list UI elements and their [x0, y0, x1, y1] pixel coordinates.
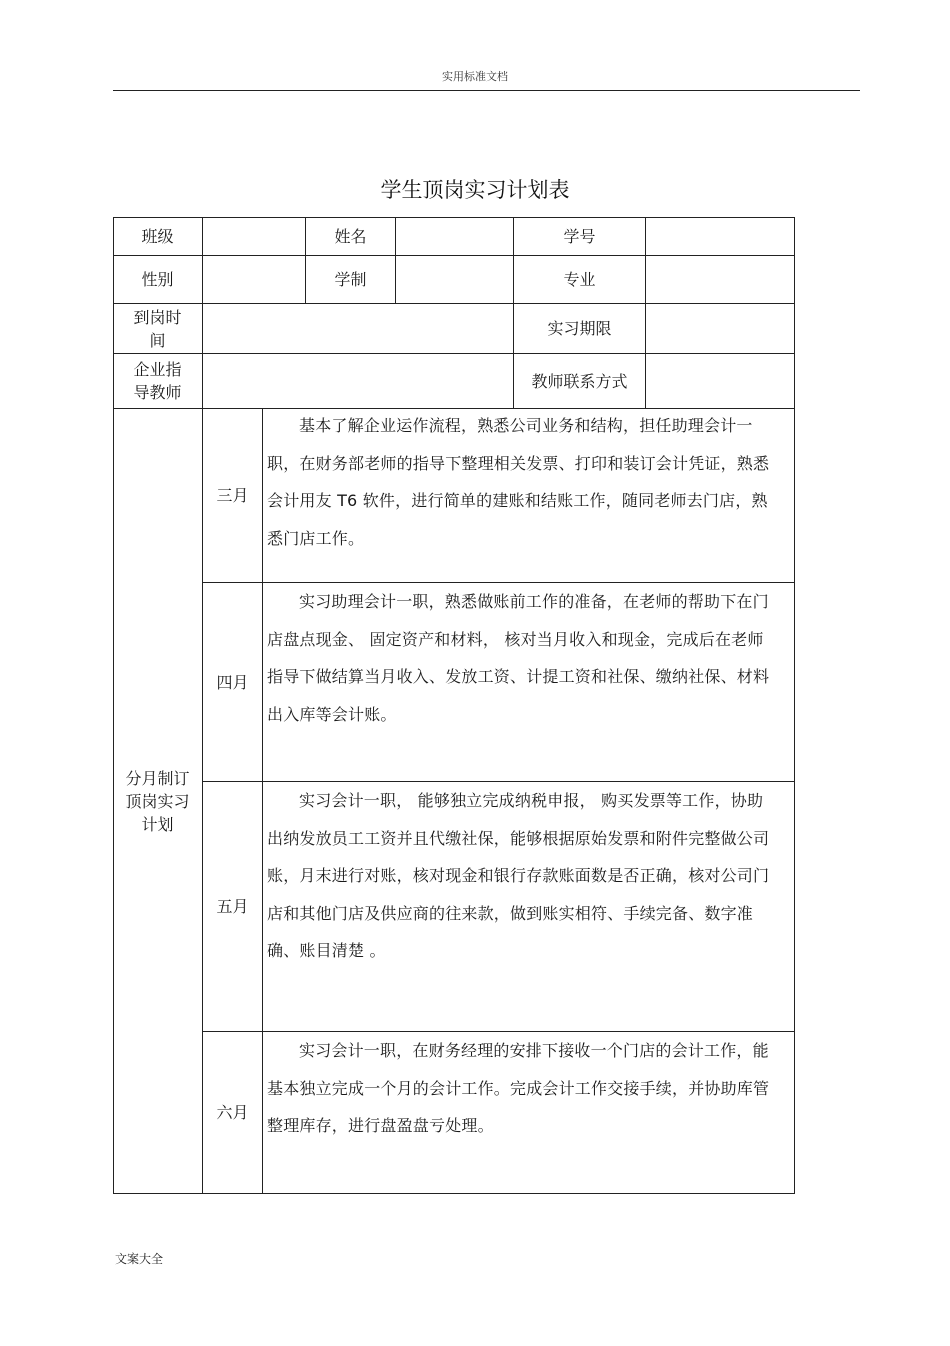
- table-border-right: [794, 217, 795, 1194]
- month-plan-june: 实习会计一职，在财务经理的安排下接收一个门店的会计工作，能基本独立完成一个月的会计工作。完成会计工作交接手续，并协助库管整理库存，进行盘盈盘亏处理。: [267, 1041, 770, 1135]
- internship-period-label: 实习期限: [547, 319, 612, 338]
- company-mentor-value-cell[interactable]: [203, 354, 513, 408]
- month-plan-march: 基本了解企业运作流程，熟悉公司业务和结构，担任助理会计一职，在财务部老师的指导下整理相关发票、打印和装订会计凭证，熟悉会计用友 T6 软件，进行简单的建账和结账工作，随同老师去门店，熟悉门店工作。: [267, 416, 770, 548]
- student-id-label: 学号: [563, 226, 596, 246]
- document-title: 学生顶岗实习计划表: [380, 178, 570, 202]
- gender-value-cell[interactable]: [203, 256, 305, 303]
- month-plan-may: 实习会计一职， 能够独立完成纳税申报， 购买发票等工作，协助出纳发放员工工资并且代缴社保，能够根据原始发票和附件完整做公司账，月末进行对账，核对现金和银行存款账面数是否正确，核对公司门店和其他门店及供应商的往来款，做到账实相符、手续完备、数字准确、账目清楚 。: [267, 791, 770, 960]
- header-divider: [113, 90, 860, 91]
- monthly-plan-label: 分月制订顶岗实习计划: [125, 768, 190, 834]
- schooling-value-cell[interactable]: [396, 256, 513, 303]
- major-label: 专业: [563, 270, 596, 289]
- schooling-label: 学制: [334, 270, 367, 289]
- company-mentor-label: 企业指导教师: [133, 360, 182, 402]
- arrival-time-label: 到岗时间: [133, 307, 182, 350]
- internship-period-value-cell[interactable]: [646, 304, 794, 353]
- table-border-bottom: [113, 1193, 795, 1194]
- class-label: 班级: [141, 226, 174, 246]
- name-value-cell[interactable]: [396, 217, 513, 255]
- month-label-may: 五月: [216, 897, 249, 916]
- column-divider: [262, 408, 263, 1194]
- teacher-contact-label: 教师联系方式: [531, 371, 628, 391]
- teacher-contact-value-cell[interactable]: [646, 354, 794, 408]
- class-value-cell[interactable]: [203, 217, 305, 255]
- month-label-june: 六月: [216, 1103, 249, 1122]
- student-id-value-cell[interactable]: [646, 217, 794, 255]
- page-footer: 文案大全: [115, 1252, 164, 1266]
- gender-label: 性别: [141, 270, 174, 289]
- arrival-time-value-cell[interactable]: [203, 304, 513, 353]
- month-label-april: 四月: [216, 672, 249, 692]
- month-label-march: 三月: [216, 486, 249, 505]
- month-plan-april: 实习助理会计一职，熟悉做账前工作的准备，在老师的帮助下在门店盘点现金、 固定资产和材料， 核对当月收入和现金，完成后在老师指导下做结算当月收入、发放工资、计提工资和社保、缴纳社保、材料出入库等会计账。: [267, 592, 770, 724]
- page-header: 实用标准文档: [442, 70, 508, 83]
- name-label: 姓名: [334, 226, 367, 246]
- internship-plan-table: [113, 217, 795, 1194]
- major-value-cell[interactable]: [646, 256, 794, 303]
